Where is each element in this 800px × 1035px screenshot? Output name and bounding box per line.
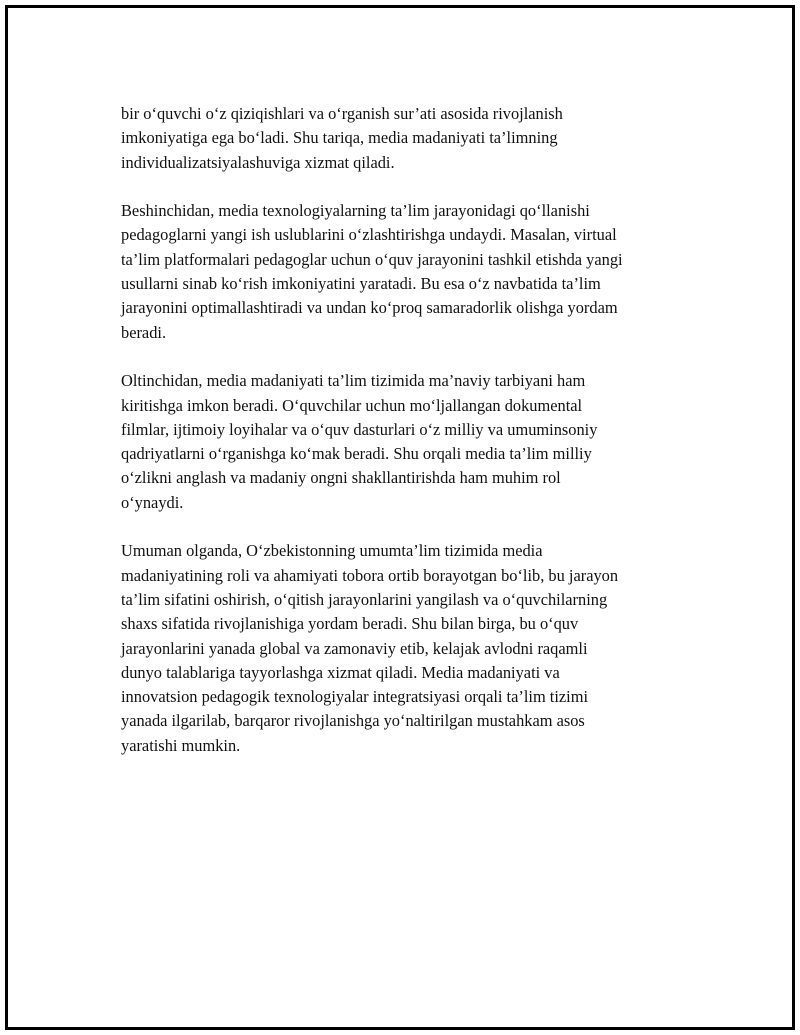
paragraph-3 bbox=[121, 369, 701, 515]
page-frame bbox=[5, 5, 795, 1030]
text-line: Beshinchidan, media texnologiyalarning ta’lim jarayonidagi qo‘llanishi bbox=[121, 201, 590, 221]
text-line: o‘zlikni anglash va madaniy ongni shakllantirishda ham muhim rol bbox=[121, 468, 561, 488]
text-line: Oltinchidan, media madaniyati ta’lim tizimida ma’naviy tarbiyani ham bbox=[121, 371, 586, 391]
text-line: yanada ilgarilab, barqaror rivojlanishga yo‘naltirilgan mustahkam asos bbox=[121, 711, 585, 731]
text-line: madaniyatining roli va ahamiyati tobora ortib borayotgan bo‘lib, bu jarayon bbox=[121, 565, 619, 585]
text-line: jarayonini optimallashtiradi va undan ko‘proq samaradorlik olishga yordam bbox=[121, 298, 618, 318]
text-line: qadriyatlarni o‘rganishga ko‘mak beradi. Shu orqali media ta’lim milliy bbox=[121, 444, 592, 464]
text-line: filmlar, ijtimoiy loyihalar va o‘quv dasturlari o‘z milliy va umuminsoniy bbox=[121, 419, 598, 439]
text-line: ta’lim sifatini oshirish, o‘qitish jarayonlarini yangilash va o‘quvchilarning bbox=[121, 589, 608, 609]
text-line: individualizatsiyalashuviga xizmat qiladi. bbox=[121, 152, 395, 172]
text-line: o‘ynaydi. bbox=[121, 492, 184, 512]
paragraph-2 bbox=[121, 199, 701, 345]
text-line: innovatsion pedagogik texnologiyalar integratsiyasi orqali ta’lim tizimi bbox=[121, 687, 589, 707]
text-line: yaratishi mumkin. bbox=[121, 735, 241, 755]
text-line: pedagoglarni yangi ish uslublarini o‘zlashtirishga undaydi. Masalan, virtual bbox=[121, 225, 617, 245]
text-line: bir o‘quvchi o‘z qiziqishlari va o‘rganish sur’ati asosida rivojlanish bbox=[121, 104, 563, 123]
text-line: beradi. bbox=[121, 322, 167, 342]
text-line: shaxs sifatida rivojlanishiga yordam beradi. Shu bilan birga, bu o‘quv bbox=[121, 614, 579, 634]
paragraph-4 bbox=[121, 539, 701, 758]
document-body bbox=[121, 102, 701, 782]
text-line: jarayonlarini yanada global va zamonaviy etib, kelajak avlodni raqamli bbox=[121, 638, 588, 658]
text-line: ta’lim platformalari pedagoglar uchun o‘quv jarayonini tashkil etishda yangi bbox=[121, 249, 623, 269]
text-line: usullarni sinab ko‘rish imkoniyatini yaratadi. Bu esa o‘z navbatida ta’lim bbox=[121, 274, 601, 294]
text-line: kiritishga imkon beradi. O‘quvchilar uchun mo‘ljallangan dokumental bbox=[121, 395, 583, 415]
text-line: dunyo talablariga tayyorlashga xizmat qiladi. Media madaniyati va bbox=[121, 662, 560, 682]
text-line: imkoniyatiga ega bo‘ladi. Shu tariqa, media madaniyati ta’limning bbox=[121, 128, 558, 148]
text-line: Umuman olganda, O‘zbekistonning umumta’lim tizimida media bbox=[121, 541, 543, 561]
paragraph-1 bbox=[121, 102, 701, 175]
